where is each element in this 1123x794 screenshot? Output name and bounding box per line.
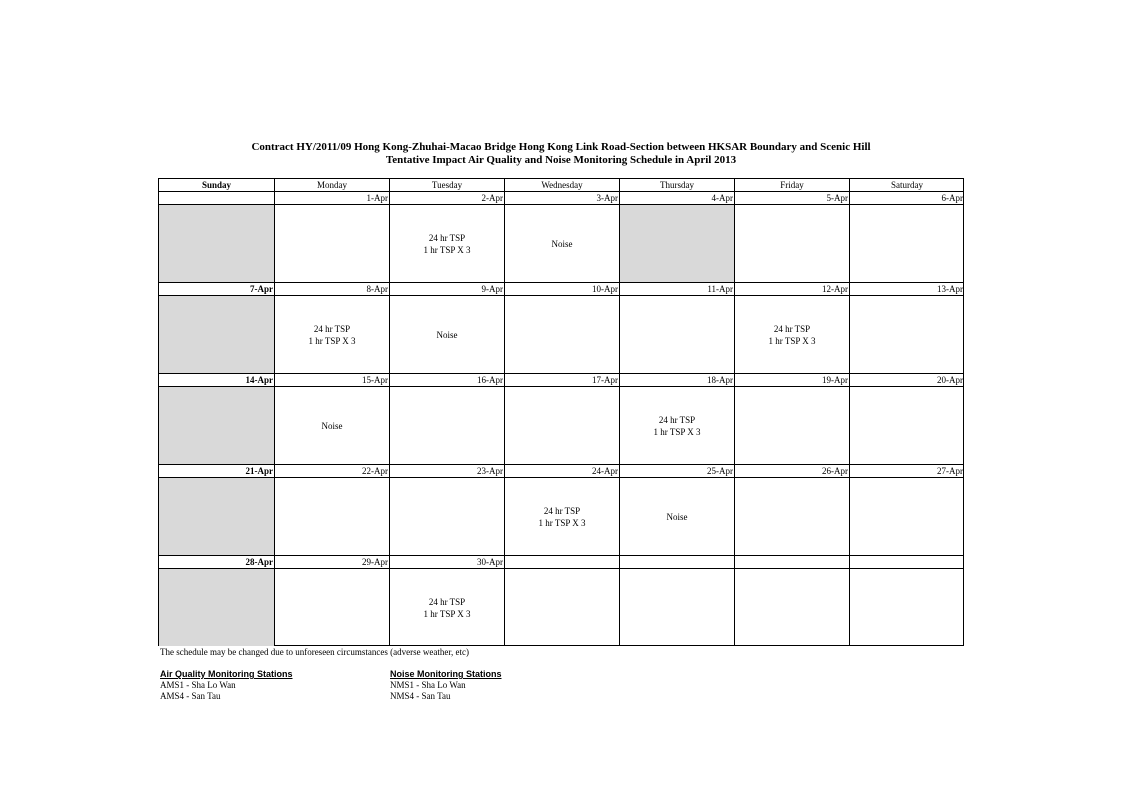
day-events (322, 420, 343, 432)
day-cell (619, 204, 734, 282)
day-cell (504, 477, 619, 555)
date-label: 27-Apr (849, 464, 964, 477)
day-cell (389, 477, 504, 555)
day-cell (619, 477, 734, 555)
monitoring-event: 1 hr TSP X 3 (538, 517, 586, 528)
day-header-monday: Monday (274, 178, 389, 191)
monitoring-event: 24 hr TSP (313, 323, 351, 334)
date-label: 19-Apr (734, 373, 849, 386)
day-cell (849, 568, 964, 646)
day-cell (734, 477, 849, 555)
day-cell (274, 386, 389, 464)
day-events (423, 596, 470, 620)
noise-station-item: NMS1 - Sha Lo Wan (390, 680, 466, 690)
date-label: 4-Apr (619, 191, 734, 204)
day-events (552, 238, 573, 250)
date-label: 23-Apr (389, 464, 504, 477)
day-cell (158, 386, 274, 464)
date-label (504, 555, 619, 568)
air-quality-stations-heading: Air Quality Monitoring Stations (160, 669, 293, 679)
day-cell (619, 295, 734, 373)
day-cell (849, 295, 964, 373)
date-label: 1-Apr (274, 191, 389, 204)
monitoring-event: 24 hr TSP (543, 505, 581, 516)
day-cell (849, 204, 964, 282)
date-label: 26-Apr (734, 464, 849, 477)
day-cell (274, 568, 389, 646)
day-header-sunday: Sunday (158, 178, 274, 191)
date-label: 13-Apr (849, 282, 964, 295)
date-label: 8-Apr (274, 282, 389, 295)
date-label: 5-Apr (734, 191, 849, 204)
day-cell (734, 386, 849, 464)
date-label: 17-Apr (504, 373, 619, 386)
day-events (308, 323, 355, 347)
day-events (768, 323, 815, 347)
date-label: 22-Apr (274, 464, 389, 477)
monitoring-event: 24 hr TSP (428, 232, 466, 243)
document-subtitle: Tentative Impact Air Quality and Noise Monitoring Schedule in April 2013 (385, 154, 737, 166)
date-label: 3-Apr (504, 191, 619, 204)
monitoring-event: 1 hr TSP X 3 (308, 335, 356, 346)
date-label: 14-Apr (158, 373, 274, 386)
monitoring-event: 1 hr TSP X 3 (423, 608, 471, 619)
day-cell (619, 386, 734, 464)
monitoring-event: Noise (666, 511, 688, 522)
day-events (653, 414, 700, 438)
monitoring-event: 1 hr TSP X 3 (653, 426, 701, 437)
day-cell (504, 295, 619, 373)
day-events (538, 505, 585, 529)
day-header-wednesday: Wednesday (504, 178, 619, 191)
day-cell (504, 386, 619, 464)
noise-stations-heading: Noise Monitoring Stations (390, 669, 502, 679)
air-quality-stations-legend (160, 668, 293, 702)
date-label: 25-Apr (619, 464, 734, 477)
day-cell (504, 204, 619, 282)
date-label: 18-Apr (619, 373, 734, 386)
date-label (849, 555, 964, 568)
day-cell (734, 568, 849, 646)
document-title: Contract HY/2011/09 Hong Kong-Zhuhai-Macao Bridge Hong Kong Link Road-Section between HKSAR Boundary and Scenic Hill (251, 141, 871, 153)
day-cell (274, 204, 389, 282)
day-cell (389, 204, 504, 282)
air-station-item: AMS1 - Sha Lo Wan (160, 680, 236, 690)
date-label: 10-Apr (504, 282, 619, 295)
day-cell (158, 204, 274, 282)
schedule-note: The schedule may be changed due to unforeseen circumstances (adverse weather, etc) (160, 647, 469, 657)
date-label: 20-Apr (849, 373, 964, 386)
date-label (158, 191, 274, 204)
day-cell (158, 295, 274, 373)
date-label: 11-Apr (619, 282, 734, 295)
day-cell (734, 295, 849, 373)
day-cell (389, 568, 504, 646)
day-cell (158, 477, 274, 555)
day-cell (389, 386, 504, 464)
day-cell (734, 204, 849, 282)
day-header-thursday: Thursday (619, 178, 734, 191)
date-label (734, 555, 849, 568)
day-cell (504, 568, 619, 646)
date-label: 9-Apr (389, 282, 504, 295)
date-label: 21-Apr (158, 464, 274, 477)
day-header-tuesday: Tuesday (389, 178, 504, 191)
monitoring-event: Noise (321, 420, 343, 431)
day-cell (274, 295, 389, 373)
date-label: 2-Apr (389, 191, 504, 204)
monitoring-event: Noise (436, 329, 458, 340)
day-header-friday: Friday (734, 178, 849, 191)
day-cell (158, 568, 274, 646)
date-label (619, 555, 734, 568)
date-label: 24-Apr (504, 464, 619, 477)
date-label: 28-Apr (158, 555, 274, 568)
date-label: 29-Apr (274, 555, 389, 568)
day-events (667, 511, 688, 523)
date-label: 12-Apr (734, 282, 849, 295)
noise-stations-legend (390, 668, 502, 702)
day-events (423, 232, 470, 256)
day-cell (389, 295, 504, 373)
date-label: 7-Apr (158, 282, 274, 295)
monitoring-event: 1 hr TSP X 3 (423, 244, 471, 255)
date-label: 30-Apr (389, 555, 504, 568)
day-cell (619, 568, 734, 646)
monitoring-event: 24 hr TSP (428, 596, 466, 607)
date-label: 6-Apr (849, 191, 964, 204)
monitoring-event: Noise (551, 238, 573, 249)
noise-station-item: NMS4 - San Tau (390, 691, 451, 701)
day-cell (849, 477, 964, 555)
air-station-item: AMS4 - San Tau (160, 691, 221, 701)
monitoring-calendar (158, 178, 964, 646)
day-events (437, 329, 458, 341)
monitoring-event: 24 hr TSP (658, 414, 696, 425)
monitoring-event: 1 hr TSP X 3 (768, 335, 816, 346)
date-label: 15-Apr (274, 373, 389, 386)
day-header-saturday: Saturday (849, 178, 964, 191)
day-cell (274, 477, 389, 555)
date-label: 16-Apr (389, 373, 504, 386)
day-cell (849, 386, 964, 464)
monitoring-event: 24 hr TSP (773, 323, 811, 334)
